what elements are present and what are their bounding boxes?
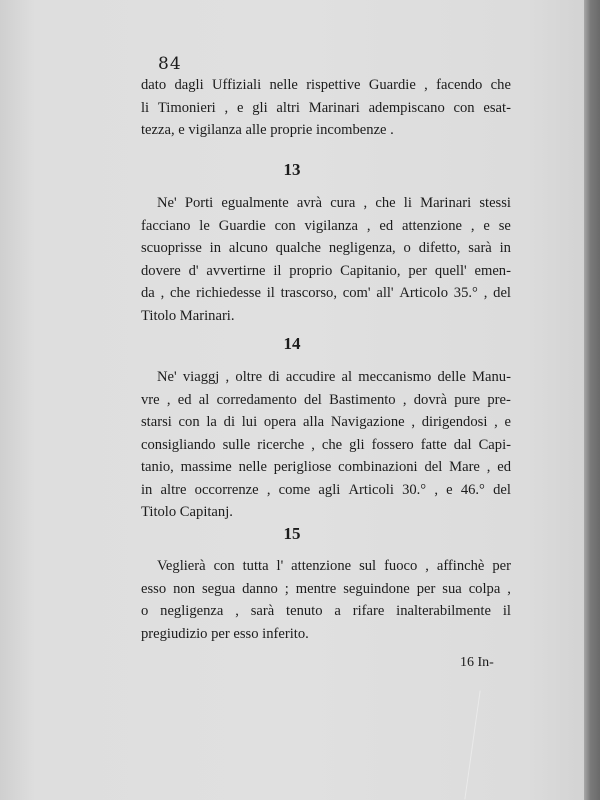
section-14-paragraph xyxy=(141,366,511,524)
page-number: 84 xyxy=(158,54,182,74)
book-edge-shadow xyxy=(584,0,600,800)
text-line: esso non segua danno ; mentre seguindone per sua colpa , xyxy=(141,580,511,597)
text-line: consigliando sulle ricerche , che gli fossero fatte dal Capi- xyxy=(141,436,511,453)
text-line: vre , ed al corredamento del Bastimento , dovrà pure pre- xyxy=(141,391,511,408)
section-number: 15 xyxy=(283,524,301,543)
text-line: Veglierà con tutta l' attenzione sul fuoco , affinchè per xyxy=(157,558,511,574)
text-line: da , che richiedesse il trascorso, com' all' Articolo 35.° , del xyxy=(141,285,511,301)
text-line: pregiudizio per esso inferito. xyxy=(141,625,309,642)
text-line: Ne' viaggj , oltre di accudire al meccanismo delle Manu- xyxy=(157,369,511,385)
text-line: in altre occorrenze , come agli Articoli 30.° , e 46.° del xyxy=(141,481,511,498)
text-line: tezza, e vigilanza alle proprie incombenze . xyxy=(141,122,394,138)
continuation-paragraph xyxy=(141,74,511,142)
section-15-paragraph xyxy=(141,555,511,645)
section-number: 13 xyxy=(283,160,301,179)
text-line: Titolo Capitanj. xyxy=(141,504,233,520)
text-line: Titolo Marinari. xyxy=(141,307,235,324)
text-line: dato dagli Uffiziali nelle rispettive Guardie , facendo che xyxy=(141,77,511,93)
text-line: o negligenza , sarà tenuto a rifare inalterabilmente il xyxy=(141,603,511,619)
section-number: 14 xyxy=(283,334,301,353)
catchword: 16 In- xyxy=(460,655,494,670)
text-line: li Timonieri , e gli altri Marinari adempiscano con esat- xyxy=(141,99,511,116)
text-line: dovere d' avvertirne il proprio Capitanio, per quell' emen- xyxy=(141,262,511,279)
text-line: tanio, massime nelle perigliose combinazioni del Mare , ed xyxy=(141,459,511,475)
section-13-paragraph xyxy=(141,192,511,327)
text-line: Ne' Porti egualmente avrà cura , che li Marinari stessi xyxy=(157,195,511,211)
text-line: starsi con la di lui opera alla Navigazione , dirigendosi , e xyxy=(141,414,511,430)
paper-crease xyxy=(464,690,480,799)
text-line: facciano le Guardie con vigilanza , ed attenzione , e se xyxy=(141,217,511,234)
text-line: scuoprisse in alcuno qualche negligenza, o difetto, sarà in xyxy=(141,240,511,256)
